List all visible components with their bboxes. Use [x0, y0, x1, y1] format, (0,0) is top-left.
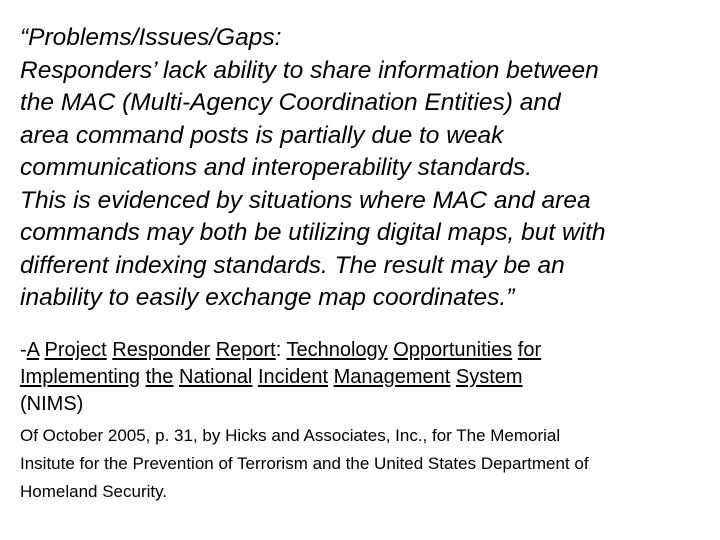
citation-line-2 [20, 364, 700, 391]
quote-line: inability to easily exchange map coordinates.” [20, 284, 515, 311]
citation-word: Responder [112, 338, 211, 361]
quote-line: commands may both be utilizing digital maps, but with [20, 219, 606, 246]
quote-line: This is evidenced by situations where MAC and area [20, 186, 591, 214]
citation-word: Technology [286, 338, 388, 361]
details-line: Insitute for the Prevention of Terrorism and the United States Department of [20, 453, 589, 473]
quote-line: different indexing standards. The result may be an [20, 251, 565, 279]
citation-word: Report [215, 338, 276, 361]
publication-details [20, 422, 700, 506]
citation-word: National [179, 365, 253, 388]
citation-word: Implementing [20, 365, 141, 388]
citation-word: the [145, 365, 174, 388]
quote-line: “Problems/Issues/Gaps: [20, 24, 282, 51]
details-line: Homeland Security. [20, 481, 168, 501]
quote-line: the MAC (Multi-Agency Coordination Entities) and [20, 89, 561, 116]
citation-colon: : [275, 338, 282, 361]
slide-content [20, 22, 700, 506]
quote-block [20, 22, 700, 315]
citation-word: Opportunities [393, 338, 513, 361]
citation-word: System [455, 365, 523, 388]
citation-word: Incident [257, 365, 329, 388]
citation-title [20, 337, 700, 418]
citation-line-3: (NIMS) [20, 392, 84, 415]
citation-word: A [26, 338, 39, 361]
citation-prefix: - [20, 338, 27, 361]
citation-word: Project [44, 338, 107, 361]
quote-line: area command posts is partially due to weak [20, 121, 504, 149]
citation-line-1 [20, 337, 700, 364]
quote-line: Responders’ lack ability to share information between [20, 56, 599, 84]
details-line: Of October 2005, p. 31, by Hicks and Associates, Inc., for The Memorial [20, 425, 561, 445]
citation-word: for [517, 338, 542, 361]
quote-line: communications and interoperability standards. [20, 154, 533, 181]
citation-word: Management [333, 365, 451, 388]
